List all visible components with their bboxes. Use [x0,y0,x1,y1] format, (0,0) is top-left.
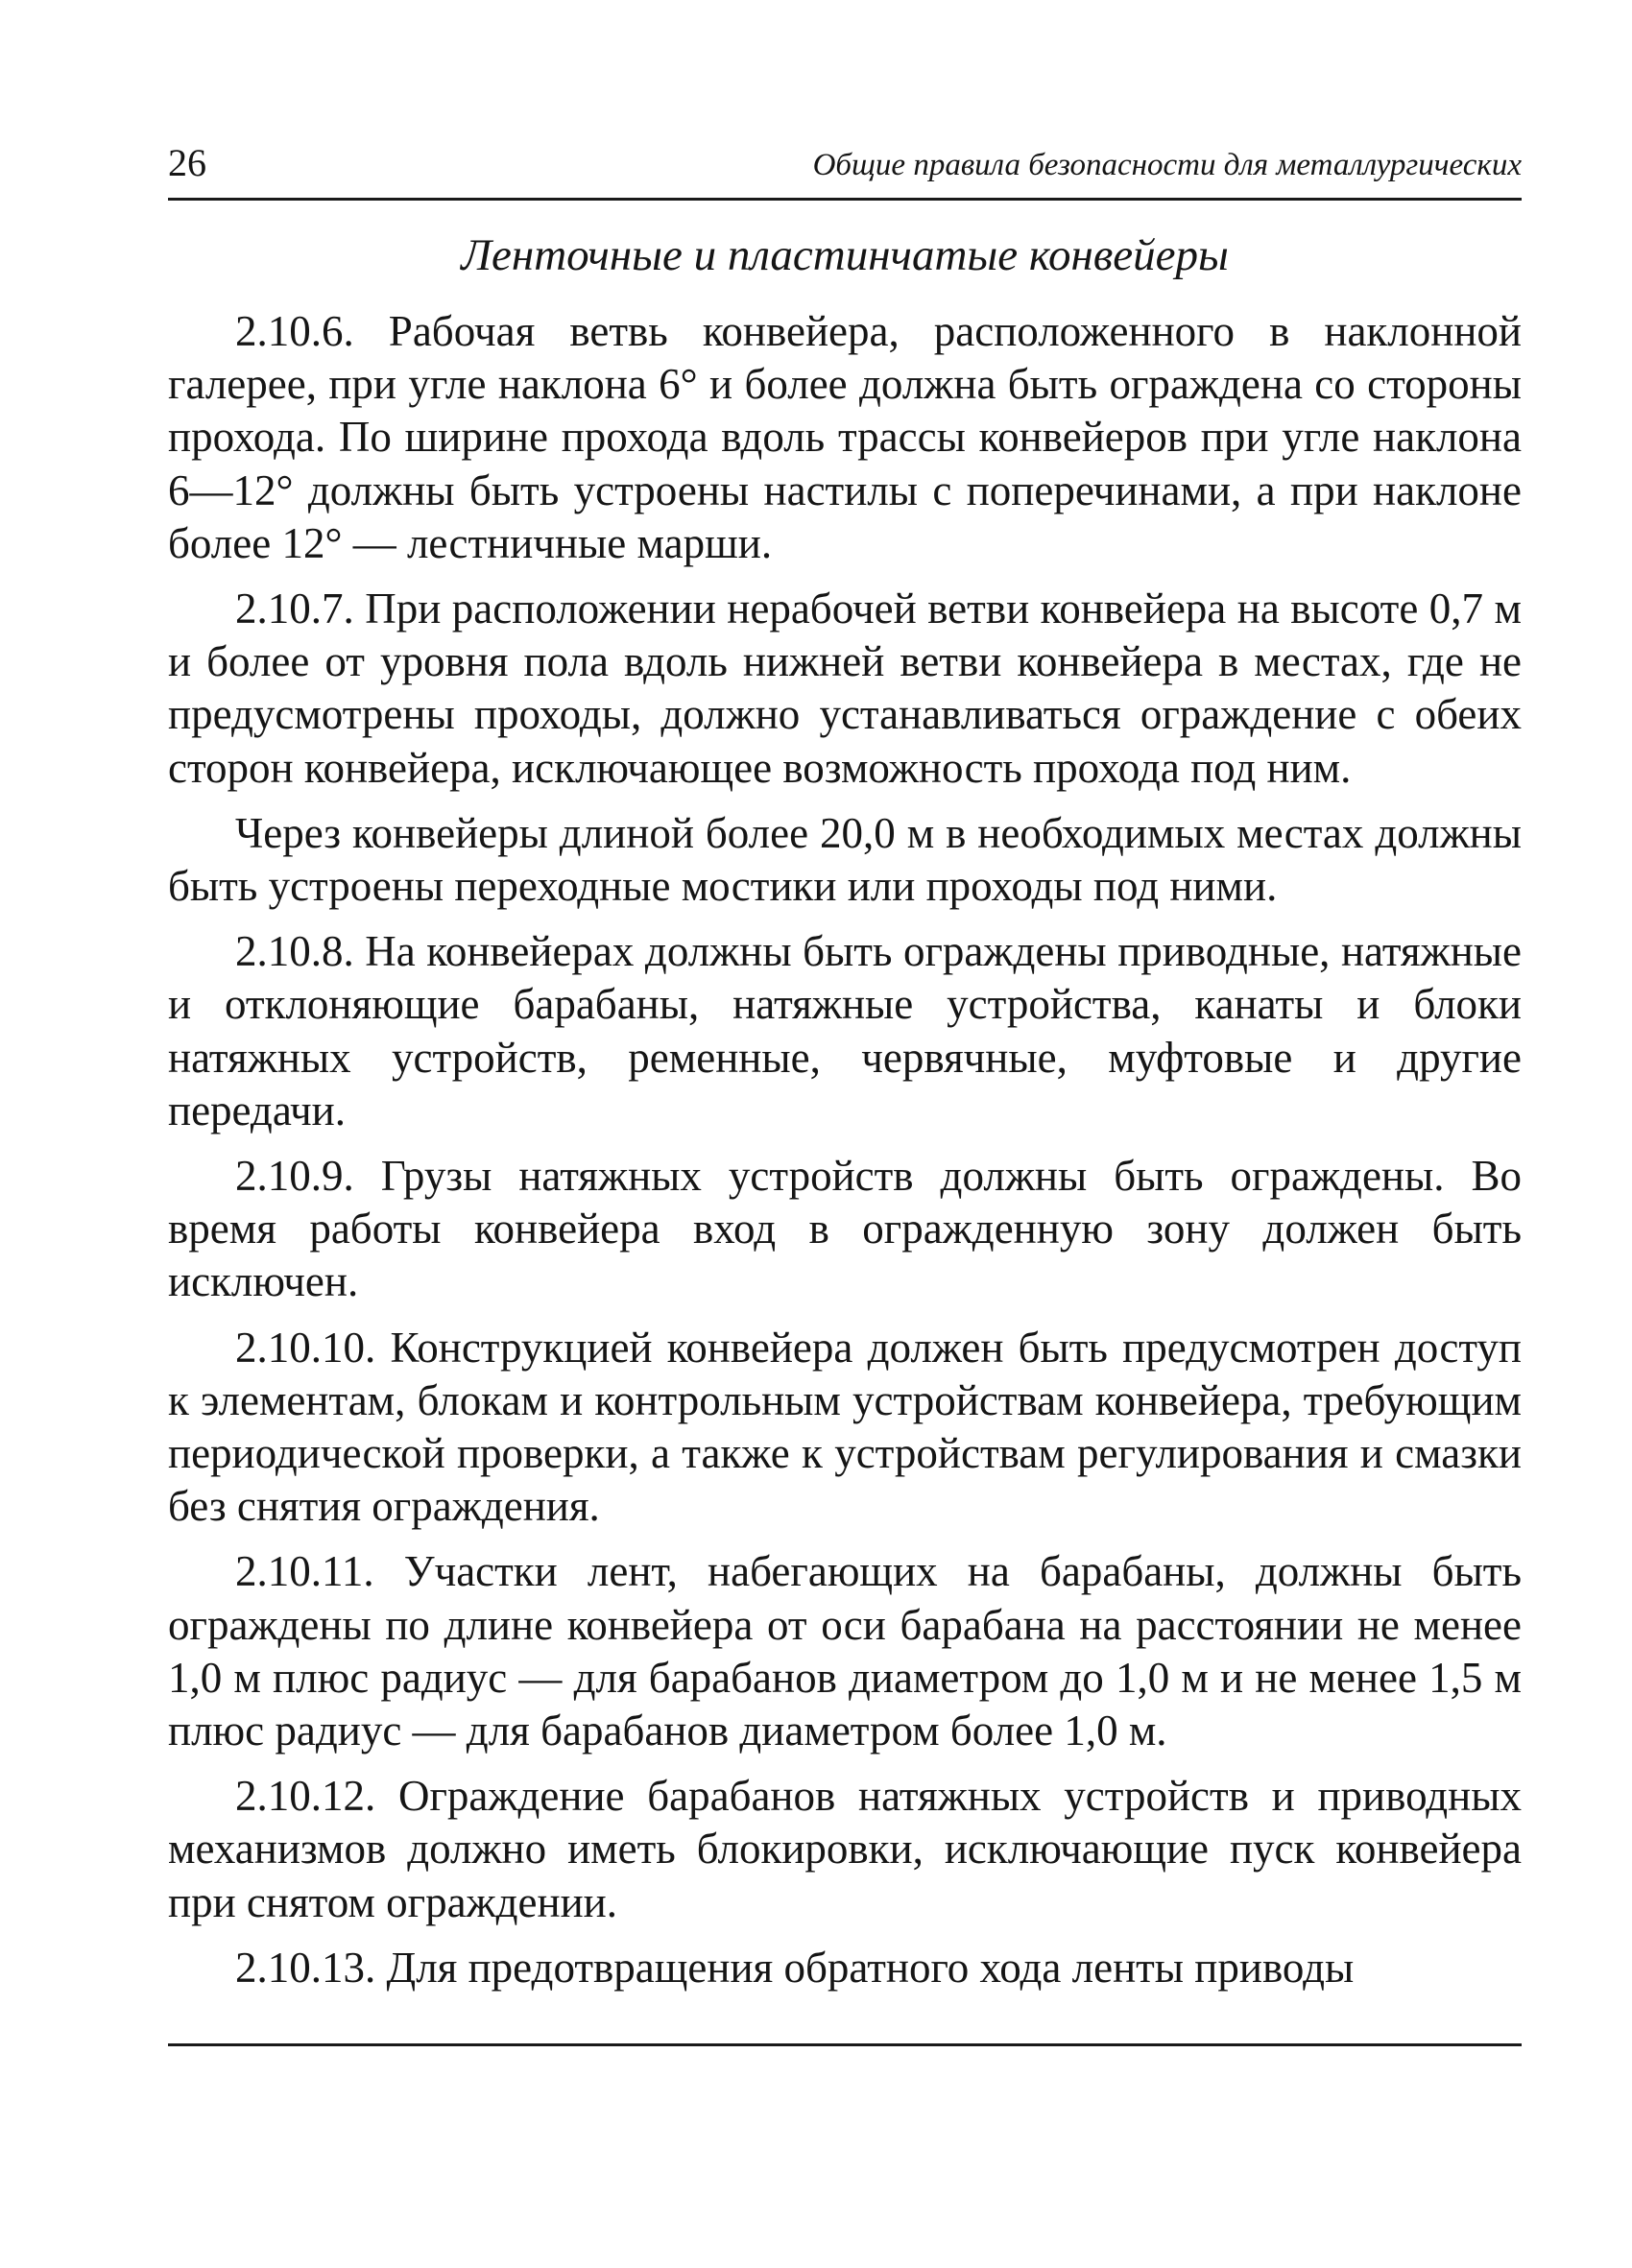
paragraph-2-10-9: 2.10.9. Грузы натяжных устройств должны быть ограждены. Во время работы конвейера вход в огражденную зону должен быть исключен. [168,1152,1522,1306]
paragraph-2-10-10: 2.10.10. Конструкцией конвейера должен быть предусмотрен доступ к элементам, блокам и контрольным устройствам конвейера, требующим периодической проверки, а также к устройствам регулирования и смазки без снятия ограждения. [168,1323,1522,1531]
body-text [168,305,1522,2007]
paragraph-2-10-6: 2.10.6. Рабочая ветвь конвейера, расположенного в наклонной галерее, при угле наклона 6° и более должна быть ограждена со стороны прохода. По ширине прохода вдоль трассы конвейеров при угле наклона 6—12° должны быть устроены настилы с поперечинами, а при наклоне более 12° — лестничные марши. [168,307,1522,567]
page-number: 26 [168,141,206,184]
page-header [168,141,1522,201]
paragraph-2-10-13: 2.10.13. Для предотвращения обратного хода ленты приводы [235,1943,1355,1992]
paragraph-2-10-12: 2.10.12. Ограждение барабанов натяжных устройств и приводных механизмов должно иметь блокировки, исключающие пуск конвейера при снятом ограждении. [168,1772,1522,1926]
paragraph-2-10-8: 2.10.8. На конвейерах должны быть ограждены приводные, натяжные и отклоняющие барабаны, натяжные устройства, канаты и блоки натяжных устройств, ременные, червячные, муфтовые и другие передачи. [168,927,1522,1134]
paragraph-2-10-7: 2.10.7. При расположении нерабочей ветви конвейера на высоте 0,7 м и более от уровня пола вдоль нижней ветви конвейера в местах, где не предусмотрены проходы, должно устанавливаться ограждение с обеих сторон конвейера, исключающее возможность прохода под ним. [168,585,1522,792]
paragraph-bridges: Через конвейеры длиной более 20,0 м в необходимых местах должны быть устроены переходные мостики или проходы под ними. [168,808,1522,911]
paragraph-2-10-11: 2.10.11. Участки лент, набегающих на барабаны, должны быть ограждены по длине конвейера от оси барабана на расстоянии не менее 1,0 м плюс радиус — для барабанов диаметром до 1,0 м и не менее 1,5 м плюс радиус — для барабанов диаметром более 1,0 м. [168,1547,1522,1755]
bottom-rule [168,2043,1522,2046]
section-title: Ленточные и пластинчатые конвейеры [461,230,1229,280]
running-title: Общие правила безопасности для металлургических [812,148,1522,182]
